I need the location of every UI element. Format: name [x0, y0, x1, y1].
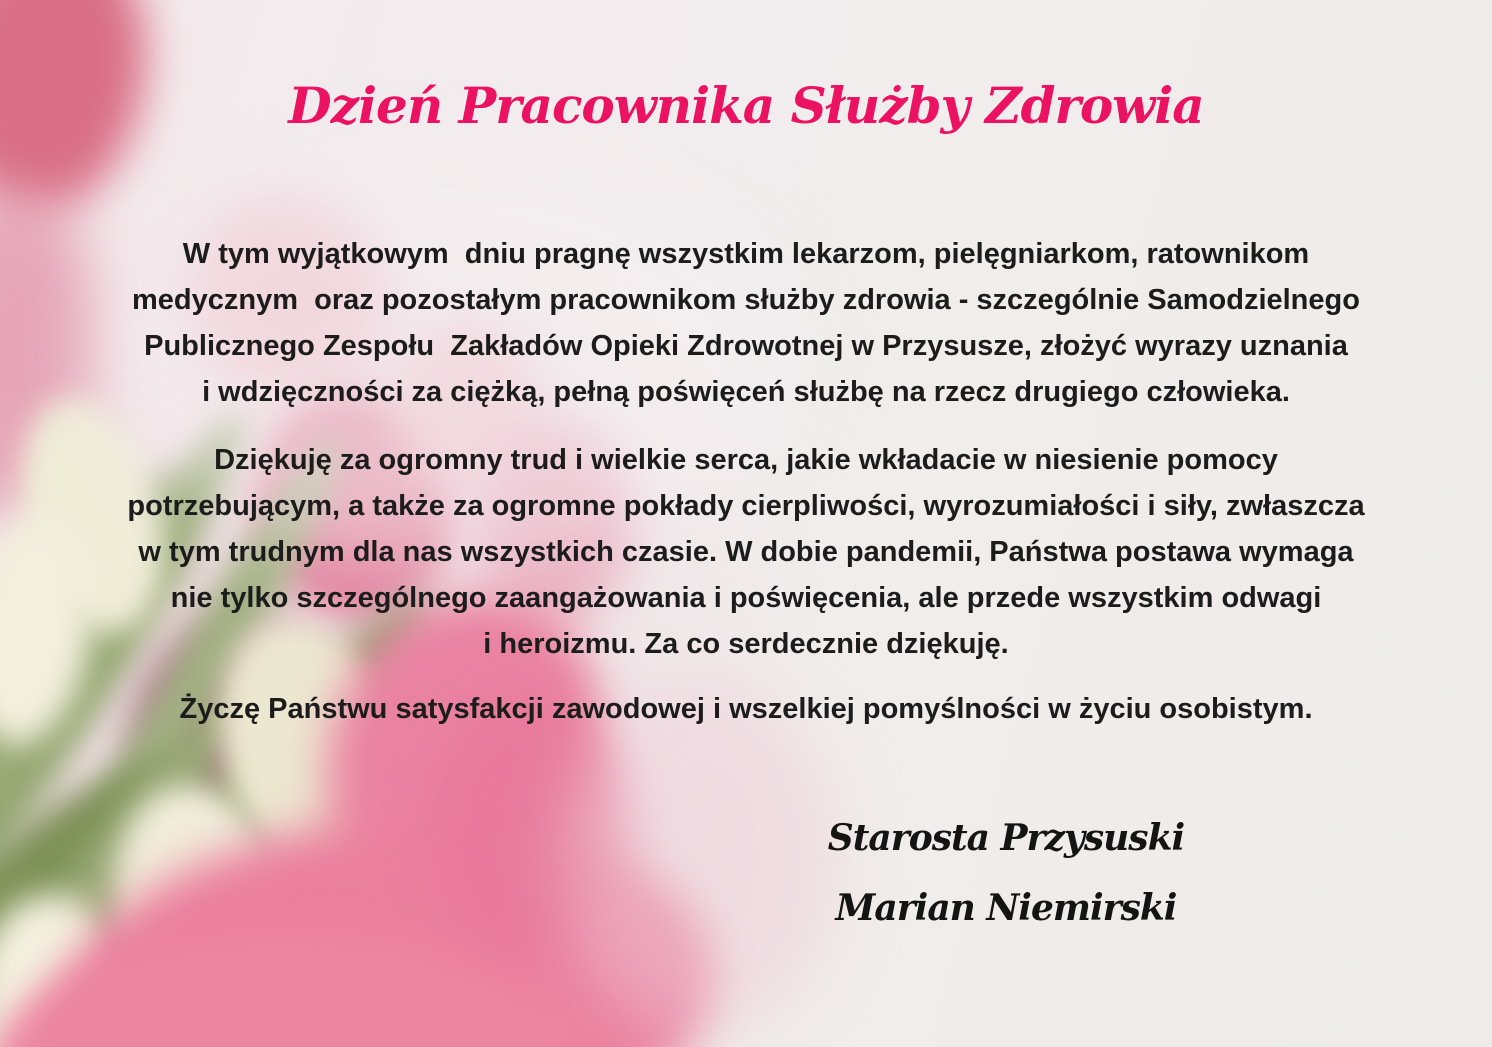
text-line: Publicznego Zespołu Zakładów Opieki Zdrowotnej w Przysusze, złożyć wyrazy uznania	[144, 330, 1348, 362]
text-line: Dziękuję za ogromny trud i wielkie serca, jakie wkładacie w niesienie pomocy	[214, 444, 1278, 476]
paragraph-2	[0, 437, 1492, 667]
text-line: W tym wyjątkowym dniu pragnę wszystkim lekarzom, pielęgniarkom, ratownikom	[182, 238, 1310, 270]
text-line: w tym trudnym dla nas wszystkich czasie. W dobie pandemii, Państwa postawa wymaga	[138, 536, 1354, 568]
text-line: potrzebującym, a także za ogromne pokłady cierpliwości, wyrozumiałości i siły, zwłaszcza	[127, 490, 1365, 522]
text-line: i heroizmu. Za co serdecznie dziękuję.	[483, 628, 1009, 660]
text-line: nie tylko szczególnego zaangażowania i poświęcenia, ale przede wszystkim odwagi	[170, 582, 1322, 614]
card-title: Dzień Pracownika Służby Zdrowia	[288, 76, 1204, 135]
paragraph-3	[0, 686, 1492, 732]
text-line: Życzę Państwu satysfakcji zawodowej i wszelkiej pomyślności w życiu osobistym.	[179, 693, 1313, 725]
paragraph-1	[0, 231, 1492, 415]
signature-role: Starosta Przysuski	[827, 817, 1185, 859]
text-line: medycznym oraz pozostałym pracownikom służby zdrowia - szczególnie Samodzielnego	[132, 284, 1360, 316]
text-line: i wdzięczności za ciężką, pełną poświęceń służbę na rzecz drugiego człowieka.	[202, 376, 1290, 408]
signature-name: Marian Niemirski	[835, 887, 1177, 929]
